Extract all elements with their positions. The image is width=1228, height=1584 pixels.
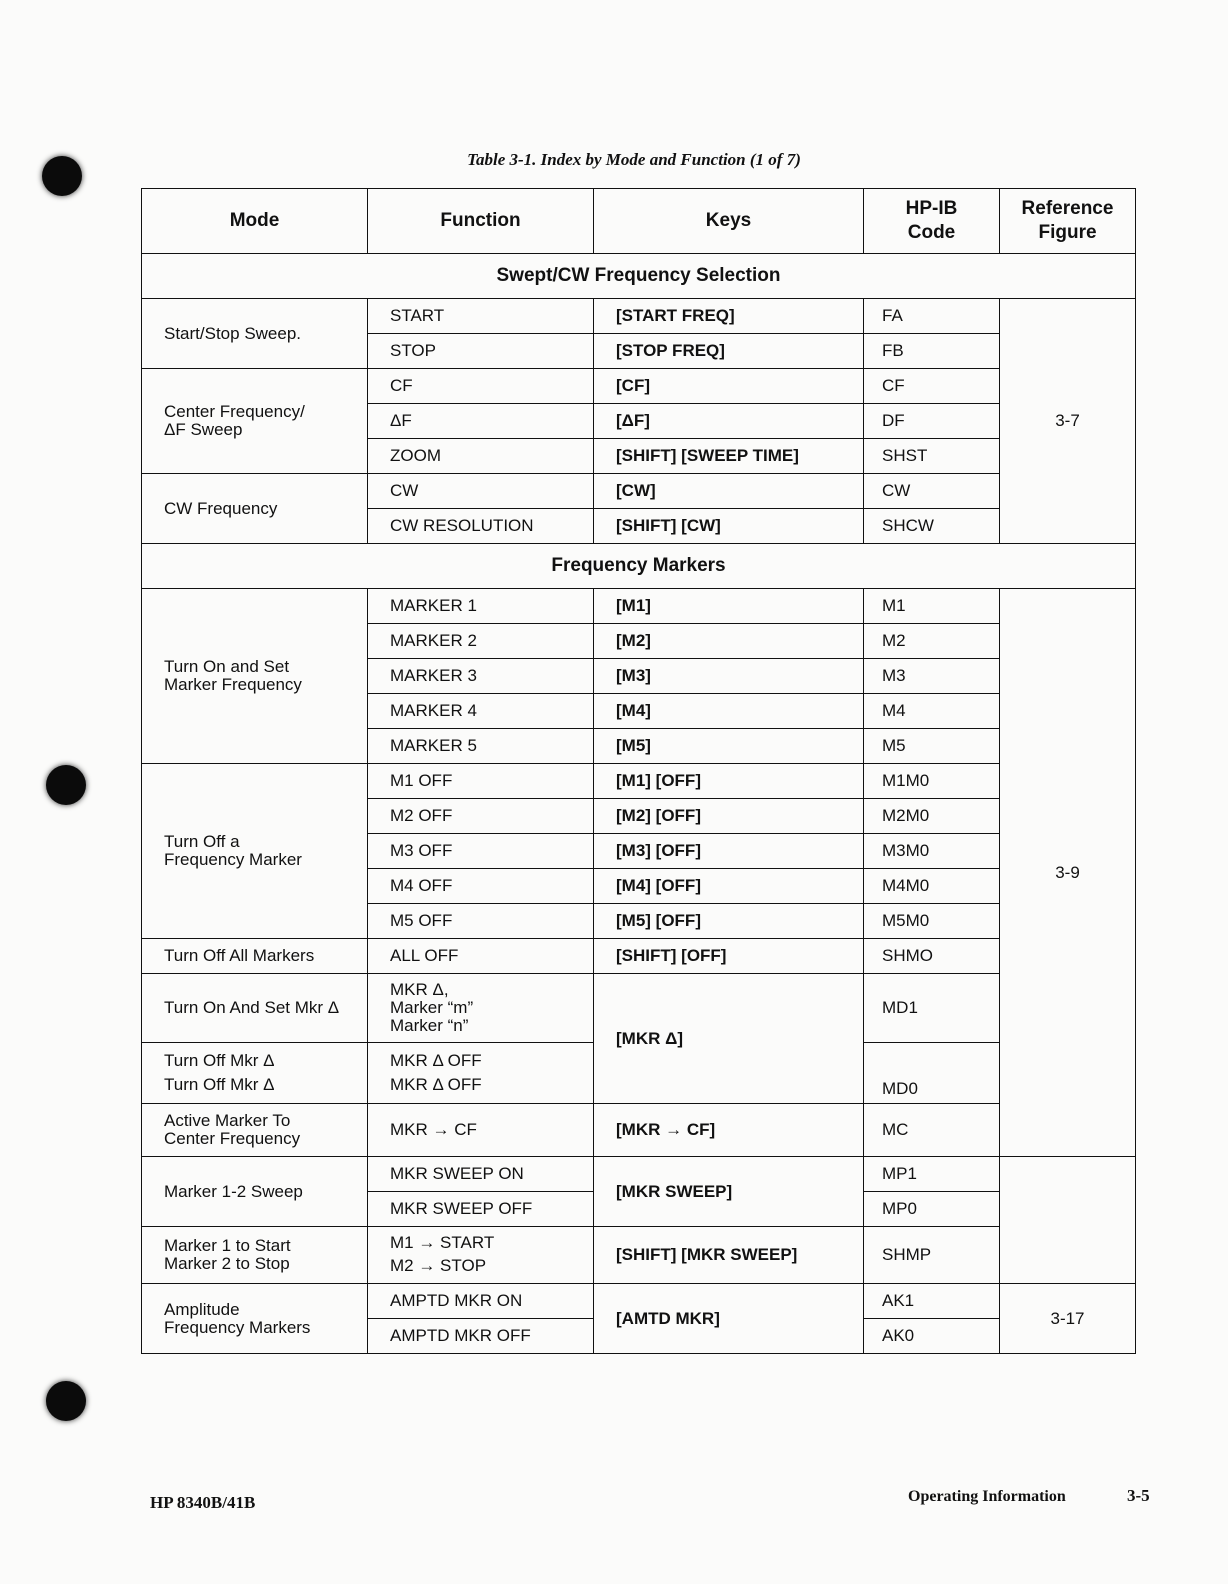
keys-cell: [SHIFT] [SWEEP TIME]	[594, 439, 864, 474]
header-function: Function	[368, 189, 594, 254]
function-cell: MKR Δ, Marker “m” Marker “n”	[368, 974, 594, 1043]
function-cell: AMPTD MKR ON	[368, 1284, 594, 1319]
mode-center-frequency: Center Frequency/ ΔF Sweep	[142, 369, 368, 474]
table-row	[142, 974, 1136, 1043]
footer-page-number: 3-5	[1127, 1486, 1150, 1505]
table-caption: Table 3-1. Index by Mode and Function (1 of 7)	[467, 150, 801, 169]
code-cell: MP0	[864, 1192, 1000, 1227]
mode-mkr-delta-off: Turn Off Mkr Δ Turn Off Mkr Δ	[142, 1043, 368, 1104]
code-cell: SHMP	[864, 1227, 1000, 1284]
keys-cell: [M1] [OFF]	[594, 764, 864, 799]
table-row	[142, 764, 1136, 799]
code-cell: CF	[864, 369, 1000, 404]
keys-cell: [AMTD MKR]	[594, 1284, 864, 1354]
mode-turn-off-all: Turn Off All Markers	[142, 939, 368, 974]
code-cell: DF	[864, 404, 1000, 439]
header-hpib-code: HP-IB Code	[864, 189, 1000, 254]
function-cell: MARKER 5	[368, 729, 594, 764]
header-reference-figure: Reference Figure	[1000, 189, 1136, 254]
keys-cell: [MKR Δ]	[594, 974, 864, 1104]
table-row	[142, 1284, 1136, 1319]
code-cell: SHMO	[864, 939, 1000, 974]
keys-cell: [ΔF]	[594, 404, 864, 439]
keys-cell: [SHIFT] [CW]	[594, 509, 864, 544]
keys-cell: [M3] [OFF]	[594, 834, 864, 869]
function-cell: M3 OFF	[368, 834, 594, 869]
code-cell: CW	[864, 474, 1000, 509]
mode-marker-1-2-sweep: Marker 1-2 Sweep	[142, 1157, 368, 1227]
table-row	[142, 1227, 1136, 1284]
table-row	[142, 369, 1136, 404]
function-cell: ZOOM	[368, 439, 594, 474]
keys-cell: [M1]	[594, 589, 864, 624]
code-cell: M1	[864, 589, 1000, 624]
header-row	[142, 189, 1136, 254]
function-cell: CW	[368, 474, 594, 509]
keys-cell: [SHIFT] [OFF]	[594, 939, 864, 974]
function-cell: MARKER 2	[368, 624, 594, 659]
function-cell: MKR → CF	[368, 1104, 594, 1157]
code-cell: M4	[864, 694, 1000, 729]
function-cell: MKR SWEEP ON	[368, 1157, 594, 1192]
table-row	[142, 299, 1136, 334]
code-cell: M2M0	[864, 799, 1000, 834]
function-cell: MARKER 3	[368, 659, 594, 694]
keys-cell: [M3]	[594, 659, 864, 694]
mode-mkr-delta-on: Turn On And Set Mkr Δ	[142, 974, 368, 1043]
function-cell: CW RESOLUTION	[368, 509, 594, 544]
binder-hole-bottom	[46, 1381, 86, 1421]
section-swept-cw: Swept/CW Frequency Selection	[142, 254, 1136, 299]
mode-turn-on-set-marker: Turn On and Set Marker Frequency	[142, 589, 368, 764]
keys-cell: [MKR → CF]	[594, 1104, 864, 1157]
mode-turn-off-marker: Turn Off a Frequency Marker	[142, 764, 368, 939]
code-cell: SHST	[864, 439, 1000, 474]
keys-cell: [CF]	[594, 369, 864, 404]
function-cell: MARKER 1	[368, 589, 594, 624]
function-cell: M2 OFF	[368, 799, 594, 834]
code-cell: FB	[864, 334, 1000, 369]
code-cell: M4M0	[864, 869, 1000, 904]
keys-cell: [MKR SWEEP]	[594, 1157, 864, 1227]
keys-cell: [SHIFT] [MKR SWEEP]	[594, 1227, 864, 1284]
function-cell: ΔF	[368, 404, 594, 439]
code-cell: MD0	[864, 1043, 1000, 1104]
code-cell: MD1	[864, 974, 1000, 1043]
function-cell: STOP	[368, 334, 594, 369]
function-cell: MARKER 4	[368, 694, 594, 729]
code-cell: M5	[864, 729, 1000, 764]
code-cell: M5M0	[864, 904, 1000, 939]
keys-cell: [CW]	[594, 474, 864, 509]
code-cell: MC	[864, 1104, 1000, 1157]
keys-cell: [M2]	[594, 624, 864, 659]
section-frequency-markers: Frequency Markers	[142, 544, 1136, 589]
function-cell: MKR SWEEP OFF	[368, 1192, 594, 1227]
ref-figure-3-17: 3-17	[1000, 1284, 1136, 1354]
code-cell: SHCW	[864, 509, 1000, 544]
mode-start-stop: Start/Stop Sweep.	[142, 299, 368, 369]
code-cell: AK0	[864, 1319, 1000, 1354]
keys-cell: [STOP FREQ]	[594, 334, 864, 369]
table-row	[142, 474, 1136, 509]
code-cell: M1M0	[864, 764, 1000, 799]
function-cell: M1 → START M2 → STOP	[368, 1227, 594, 1284]
function-cell: M1 OFF	[368, 764, 594, 799]
function-cell: M4 OFF	[368, 869, 594, 904]
function-cell: CF	[368, 369, 594, 404]
code-cell: MP1	[864, 1157, 1000, 1192]
keys-cell: [M2] [OFF]	[594, 799, 864, 834]
code-cell: FA	[864, 299, 1000, 334]
function-cell: MKR Δ OFF MKR Δ OFF	[368, 1043, 594, 1104]
table-row	[142, 1157, 1136, 1192]
footer-section: Operating Information	[908, 1488, 1066, 1505]
keys-cell: [START FREQ]	[594, 299, 864, 334]
code-cell: AK1	[864, 1284, 1000, 1319]
mode-active-marker: Active Marker To Center Frequency	[142, 1104, 368, 1157]
keys-cell: [M4] [OFF]	[594, 869, 864, 904]
mode-cw-frequency: CW Frequency	[142, 474, 368, 544]
function-cell: AMPTD MKR OFF	[368, 1319, 594, 1354]
index-table	[141, 188, 1136, 1354]
function-cell: ALL OFF	[368, 939, 594, 974]
mode-marker-to-start-stop: Marker 1 to Start Marker 2 to Stop	[142, 1227, 368, 1284]
keys-cell: [M5]	[594, 729, 864, 764]
function-cell: START	[368, 299, 594, 334]
table-row	[142, 1104, 1136, 1157]
function-cell: M5 OFF	[368, 904, 594, 939]
ref-figure-3-7: 3-7	[1000, 299, 1136, 544]
table-row	[142, 589, 1136, 624]
keys-cell: [M4]	[594, 694, 864, 729]
header-keys: Keys	[594, 189, 864, 254]
mode-amplitude-markers: Amplitude Frequency Markers	[142, 1284, 368, 1354]
binder-hole-middle	[46, 765, 86, 805]
code-cell: M2	[864, 624, 1000, 659]
table-row	[142, 939, 1136, 974]
code-cell: M3M0	[864, 834, 1000, 869]
ref-figure-3-9: 3-9	[1000, 589, 1136, 1157]
keys-cell: [M5] [OFF]	[594, 904, 864, 939]
code-cell: M3	[864, 659, 1000, 694]
header-mode: Mode	[142, 189, 368, 254]
footer-model: HP 8340B/41B	[150, 1493, 256, 1512]
